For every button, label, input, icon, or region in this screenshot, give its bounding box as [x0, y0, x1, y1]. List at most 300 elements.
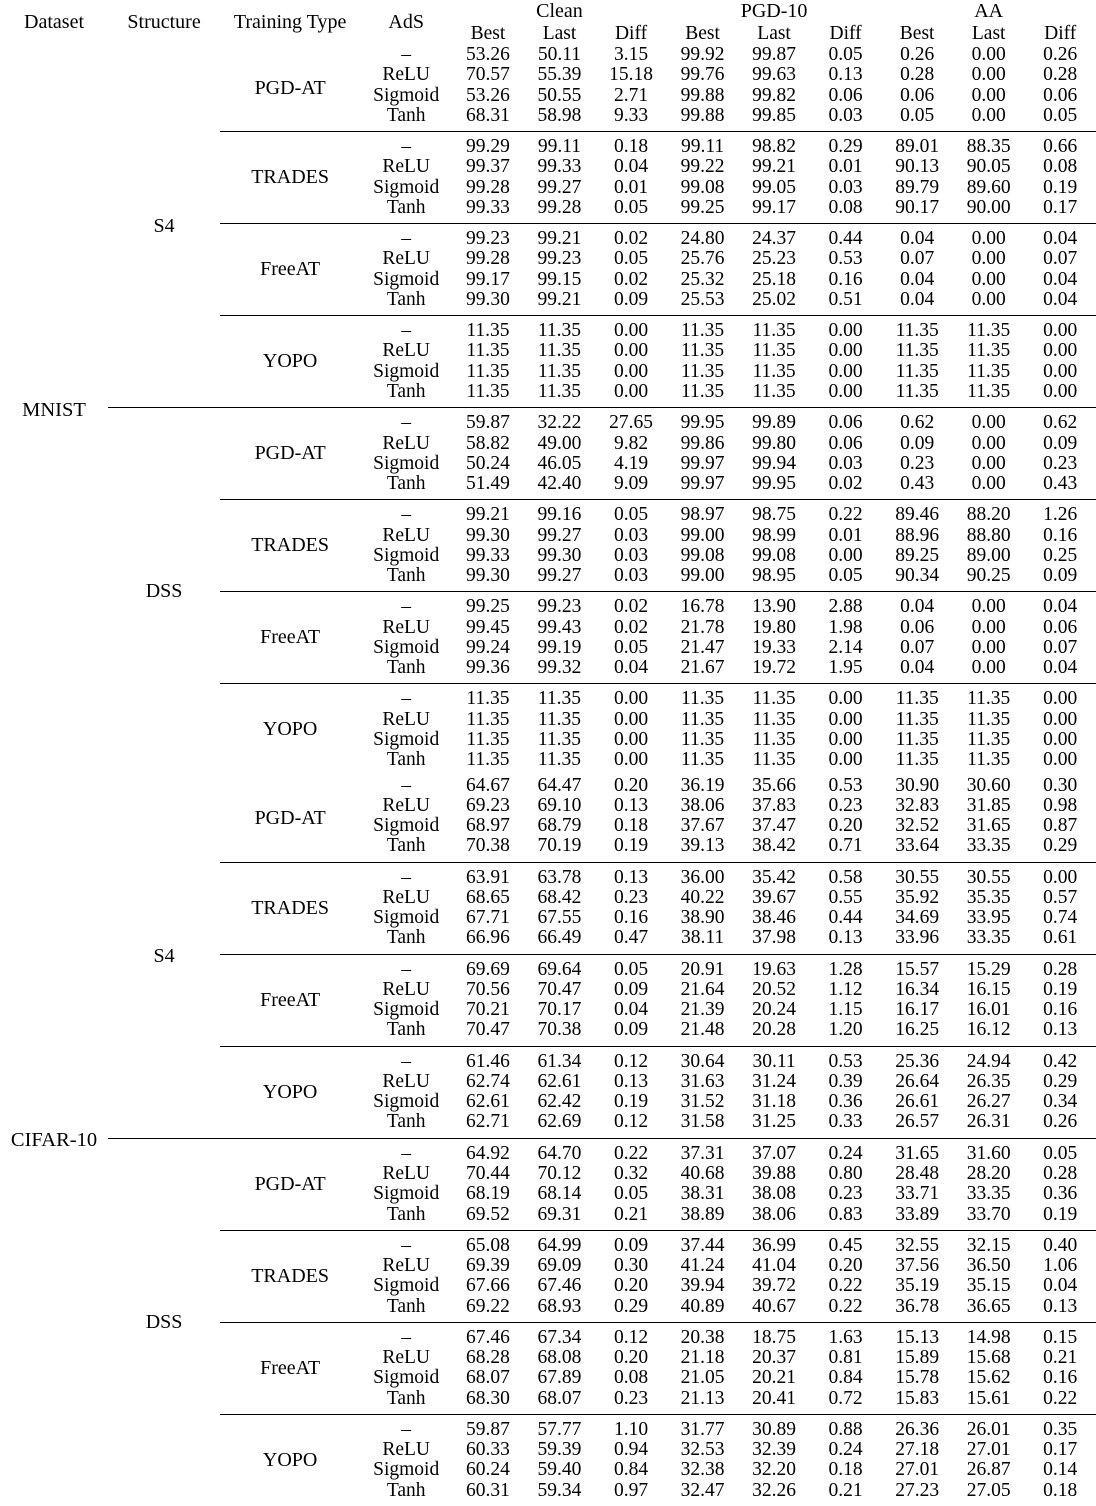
- cell-aa-last: 11.35: [953, 684, 1025, 710]
- ads-label: Tanh: [360, 1297, 452, 1323]
- cell-clean-best: 62.74: [452, 1072, 524, 1092]
- ads-label: –: [360, 684, 452, 710]
- cell-pgd10-best: 32.53: [667, 1440, 739, 1460]
- cell-pgd10-last: 99.17: [738, 198, 810, 224]
- cell-clean-best: 63.91: [452, 862, 524, 888]
- ads-label: –: [360, 1414, 452, 1440]
- cell-pgd10-last: 25.18: [738, 270, 810, 290]
- cell-pgd10-last: 11.35: [738, 362, 810, 382]
- cell-pgd10-best: 11.35: [667, 750, 739, 775]
- cell-aa-last: 11.35: [953, 341, 1025, 361]
- cell-pgd10-last: 19.33: [738, 638, 810, 658]
- cell-clean-diff: 0.18: [595, 132, 667, 158]
- cell-aa-diff: 0.23: [1024, 454, 1096, 474]
- cell-pgd10-best: 16.78: [667, 592, 739, 618]
- cell-pgd10-last: 11.35: [738, 750, 810, 775]
- cell-aa-last: 0.00: [953, 592, 1025, 618]
- cell-pgd10-diff: 0.44: [810, 908, 882, 928]
- cell-clean-best: 99.23: [452, 224, 524, 250]
- cell-aa-diff: 0.28: [1024, 65, 1096, 85]
- cell-pgd10-last: 38.46: [738, 908, 810, 928]
- cell-clean-diff: 0.05: [595, 249, 667, 269]
- cell-clean-last: 99.27: [524, 566, 596, 592]
- cell-pgd10-diff: 0.84: [810, 1368, 882, 1388]
- cell-clean-last: 59.40: [524, 1460, 596, 1480]
- cell-aa-best: 32.55: [881, 1230, 953, 1256]
- ads-label: –: [360, 776, 452, 796]
- cell-pgd10-diff: 0.05: [810, 566, 882, 592]
- cell-aa-last: 31.60: [953, 1138, 1025, 1164]
- cell-clean-last: 68.14: [524, 1184, 596, 1204]
- cell-pgd10-best: 30.64: [667, 1046, 739, 1072]
- cell-clean-best: 60.24: [452, 1460, 524, 1480]
- cell-pgd10-last: 31.25: [738, 1112, 810, 1138]
- training-type-label: YOPO: [220, 684, 360, 776]
- cell-aa-diff: 0.35: [1024, 1414, 1096, 1440]
- cell-clean-best: 11.35: [452, 730, 524, 750]
- table-head: [0, 0, 1096, 45]
- cell-aa-best: 34.69: [881, 908, 953, 928]
- cell-pgd10-diff: 0.00: [810, 730, 882, 750]
- cell-aa-best: 11.35: [881, 730, 953, 750]
- cell-aa-diff: 0.61: [1024, 928, 1096, 954]
- cell-clean-diff: 0.00: [595, 684, 667, 710]
- table-row: [0, 408, 1096, 434]
- cell-clean-best: 66.96: [452, 928, 524, 954]
- cell-pgd10-diff: 0.13: [810, 928, 882, 954]
- cell-aa-best: 89.79: [881, 178, 953, 198]
- cell-aa-diff: 0.19: [1024, 980, 1096, 1000]
- cell-pgd10-last: 98.82: [738, 132, 810, 158]
- cell-pgd10-best: 99.97: [667, 474, 739, 500]
- cell-clean-diff: 0.97: [595, 1481, 667, 1506]
- cell-pgd10-best: 21.47: [667, 638, 739, 658]
- training-type-label: PGD-AT: [220, 776, 360, 863]
- cell-aa-best: 11.35: [881, 362, 953, 382]
- ads-label: Sigmoid: [360, 546, 452, 566]
- cell-aa-best: 35.19: [881, 1276, 953, 1296]
- cell-aa-diff: 0.04: [1024, 224, 1096, 250]
- cell-aa-last: 33.35: [953, 928, 1025, 954]
- cell-clean-last: 11.35: [524, 341, 596, 361]
- cell-aa-best: 90.34: [881, 566, 953, 592]
- cell-clean-diff: 0.12: [595, 1046, 667, 1072]
- ads-label: –: [360, 1046, 452, 1072]
- cell-aa-diff: 1.06: [1024, 1256, 1096, 1276]
- cell-pgd10-best: 38.11: [667, 928, 739, 954]
- cell-clean-last: 67.34: [524, 1322, 596, 1348]
- cell-pgd10-best: 11.35: [667, 341, 739, 361]
- ads-label: ReLU: [360, 1256, 452, 1276]
- cell-aa-diff: 0.28: [1024, 954, 1096, 980]
- cell-pgd10-best: 38.89: [667, 1205, 739, 1231]
- cell-aa-best: 32.83: [881, 796, 953, 816]
- cell-aa-diff: 0.15: [1024, 1322, 1096, 1348]
- cell-pgd10-last: 20.41: [738, 1389, 810, 1415]
- cell-pgd10-best: 36.00: [667, 862, 739, 888]
- cell-aa-last: 27.01: [953, 1440, 1025, 1460]
- cell-pgd10-diff: 0.81: [810, 1348, 882, 1368]
- cell-pgd10-best: 40.89: [667, 1297, 739, 1323]
- cell-pgd10-diff: 0.36: [810, 1092, 882, 1112]
- cell-aa-best: 27.18: [881, 1440, 953, 1460]
- cell-pgd10-best: 39.94: [667, 1276, 739, 1296]
- cell-pgd10-diff: 0.00: [810, 750, 882, 775]
- cell-aa-diff: 0.18: [1024, 1481, 1096, 1506]
- cell-clean-diff: 0.84: [595, 1460, 667, 1480]
- ads-label: –: [360, 1138, 452, 1164]
- cell-pgd10-last: 20.52: [738, 980, 810, 1000]
- cell-pgd10-best: 21.13: [667, 1389, 739, 1415]
- ads-label: –: [360, 224, 452, 250]
- cell-clean-last: 70.12: [524, 1164, 596, 1184]
- cell-aa-diff: 0.57: [1024, 888, 1096, 908]
- header-clean-diff: Diff: [595, 23, 667, 45]
- cell-aa-last: 16.01: [953, 1000, 1025, 1020]
- cell-aa-last: 36.50: [953, 1256, 1025, 1276]
- ads-label: Tanh: [360, 1389, 452, 1415]
- structure-label: DSS: [108, 1138, 220, 1506]
- cell-clean-last: 99.11: [524, 132, 596, 158]
- cell-aa-diff: 0.16: [1024, 526, 1096, 546]
- ads-label: ReLU: [360, 249, 452, 269]
- cell-clean-best: 68.30: [452, 1389, 524, 1415]
- cell-clean-diff: 0.09: [595, 290, 667, 316]
- ads-label: –: [360, 500, 452, 526]
- cell-aa-diff: 0.40: [1024, 1230, 1096, 1256]
- cell-clean-last: 61.34: [524, 1046, 596, 1072]
- ads-label: ReLU: [360, 888, 452, 908]
- cell-aa-diff: 0.06: [1024, 86, 1096, 106]
- header-group-pgd10: PGD-10: [667, 0, 882, 23]
- training-type-label: FreeAT: [220, 592, 360, 684]
- cell-aa-best: 30.55: [881, 862, 953, 888]
- cell-pgd10-diff: 0.02: [810, 474, 882, 500]
- ads-label: Tanh: [360, 1481, 452, 1506]
- cell-aa-last: 0.00: [953, 290, 1025, 316]
- cell-aa-last: 0.00: [953, 249, 1025, 269]
- cell-aa-best: 15.13: [881, 1322, 953, 1348]
- cell-aa-last: 31.85: [953, 796, 1025, 816]
- cell-clean-best: 51.49: [452, 474, 524, 500]
- cell-pgd10-best: 32.47: [667, 1481, 739, 1506]
- cell-pgd10-diff: 1.20: [810, 1020, 882, 1046]
- cell-aa-diff: 0.00: [1024, 730, 1096, 750]
- cell-aa-diff: 0.06: [1024, 618, 1096, 638]
- cell-pgd10-best: 36.19: [667, 776, 739, 796]
- cell-pgd10-diff: 0.00: [810, 316, 882, 342]
- cell-clean-last: 67.89: [524, 1368, 596, 1388]
- cell-pgd10-best: 25.76: [667, 249, 739, 269]
- cell-aa-last: 15.29: [953, 954, 1025, 980]
- cell-clean-last: 68.07: [524, 1389, 596, 1415]
- cell-clean-diff: 2.71: [595, 86, 667, 106]
- cell-clean-best: 70.38: [452, 836, 524, 862]
- cell-aa-best: 15.89: [881, 1348, 953, 1368]
- cell-pgd10-best: 31.52: [667, 1092, 739, 1112]
- cell-pgd10-last: 24.37: [738, 224, 810, 250]
- cell-aa-best: 0.04: [881, 290, 953, 316]
- cell-clean-last: 68.79: [524, 816, 596, 836]
- cell-aa-best: 88.96: [881, 526, 953, 546]
- cell-aa-best: 27.23: [881, 1481, 953, 1506]
- cell-clean-best: 11.35: [452, 710, 524, 730]
- cell-clean-diff: 0.05: [595, 638, 667, 658]
- cell-pgd10-last: 99.85: [738, 106, 810, 132]
- cell-clean-best: 70.56: [452, 980, 524, 1000]
- ads-label: ReLU: [360, 796, 452, 816]
- cell-clean-diff: 0.00: [595, 316, 667, 342]
- cell-aa-diff: 0.66: [1024, 132, 1096, 158]
- cell-clean-diff: 0.47: [595, 928, 667, 954]
- cell-aa-diff: 0.98: [1024, 796, 1096, 816]
- cell-pgd10-last: 13.90: [738, 592, 810, 618]
- cell-pgd10-last: 37.83: [738, 796, 810, 816]
- cell-pgd10-best: 11.35: [667, 684, 739, 710]
- ads-label: ReLU: [360, 980, 452, 1000]
- cell-clean-best: 11.35: [452, 684, 524, 710]
- cell-aa-last: 11.35: [953, 382, 1025, 408]
- cell-pgd10-diff: 0.06: [810, 86, 882, 106]
- cell-pgd10-diff: 1.12: [810, 980, 882, 1000]
- cell-aa-diff: 0.05: [1024, 1138, 1096, 1164]
- cell-aa-best: 11.35: [881, 382, 953, 408]
- cell-clean-last: 46.05: [524, 454, 596, 474]
- cell-aa-diff: 0.00: [1024, 710, 1096, 730]
- cell-aa-best: 15.57: [881, 954, 953, 980]
- cell-clean-diff: 0.16: [595, 908, 667, 928]
- cell-pgd10-best: 98.97: [667, 500, 739, 526]
- cell-clean-last: 99.19: [524, 638, 596, 658]
- cell-pgd10-diff: 0.03: [810, 106, 882, 132]
- cell-pgd10-diff: 0.23: [810, 1184, 882, 1204]
- cell-clean-diff: 0.20: [595, 1276, 667, 1296]
- cell-pgd10-last: 39.88: [738, 1164, 810, 1184]
- cell-clean-best: 99.45: [452, 618, 524, 638]
- cell-clean-last: 68.93: [524, 1297, 596, 1323]
- cell-aa-last: 0.00: [953, 65, 1025, 85]
- cell-pgd10-diff: 0.20: [810, 816, 882, 836]
- cell-clean-diff: 0.00: [595, 341, 667, 361]
- cell-clean-best: 53.26: [452, 45, 524, 65]
- cell-clean-diff: 4.19: [595, 454, 667, 474]
- cell-aa-best: 33.71: [881, 1184, 953, 1204]
- cell-pgd10-last: 36.99: [738, 1230, 810, 1256]
- cell-pgd10-best: 40.68: [667, 1164, 739, 1184]
- cell-pgd10-last: 11.35: [738, 382, 810, 408]
- ads-label: Sigmoid: [360, 816, 452, 836]
- cell-clean-last: 70.38: [524, 1020, 596, 1046]
- cell-pgd10-last: 19.63: [738, 954, 810, 980]
- ads-label: Sigmoid: [360, 86, 452, 106]
- cell-pgd10-diff: 0.53: [810, 1046, 882, 1072]
- cell-clean-diff: 0.21: [595, 1205, 667, 1231]
- cell-aa-best: 0.43: [881, 474, 953, 500]
- cell-pgd10-diff: 0.83: [810, 1205, 882, 1231]
- cell-aa-best: 35.92: [881, 888, 953, 908]
- cell-clean-diff: 15.18: [595, 65, 667, 85]
- cell-aa-last: 30.60: [953, 776, 1025, 796]
- cell-clean-best: 69.23: [452, 796, 524, 816]
- cell-pgd10-last: 99.63: [738, 65, 810, 85]
- cell-aa-best: 0.23: [881, 454, 953, 474]
- cell-pgd10-diff: 1.98: [810, 618, 882, 638]
- cell-clean-diff: 0.03: [595, 566, 667, 592]
- cell-pgd10-last: 32.26: [738, 1481, 810, 1506]
- dataset-label: MNIST: [0, 45, 108, 776]
- cell-pgd10-last: 25.23: [738, 249, 810, 269]
- cell-aa-best: 11.35: [881, 341, 953, 361]
- cell-clean-best: 99.33: [452, 198, 524, 224]
- cell-clean-last: 55.39: [524, 65, 596, 85]
- cell-aa-diff: 0.74: [1024, 908, 1096, 928]
- ads-label: ReLU: [360, 341, 452, 361]
- cell-pgd10-diff: 0.03: [810, 178, 882, 198]
- cell-pgd10-best: 99.88: [667, 86, 739, 106]
- cell-pgd10-best: 99.97: [667, 454, 739, 474]
- cell-aa-last: 33.95: [953, 908, 1025, 928]
- cell-aa-best: 0.04: [881, 592, 953, 618]
- ads-label: –: [360, 408, 452, 434]
- table-body: [0, 45, 1096, 1506]
- header-clean-last: Last: [524, 23, 596, 45]
- cell-aa-last: 88.20: [953, 500, 1025, 526]
- training-type-label: TRADES: [220, 500, 360, 592]
- cell-aa-diff: 0.17: [1024, 1440, 1096, 1460]
- structure-label: DSS: [108, 408, 220, 776]
- cell-pgd10-best: 99.88: [667, 106, 739, 132]
- cell-clean-diff: 0.09: [595, 1020, 667, 1046]
- header-dataset: Dataset: [0, 0, 108, 45]
- cell-clean-last: 69.31: [524, 1205, 596, 1231]
- cell-clean-diff: 0.08: [595, 1368, 667, 1388]
- cell-aa-diff: 0.09: [1024, 434, 1096, 454]
- cell-pgd10-last: 99.94: [738, 454, 810, 474]
- cell-pgd10-last: 30.11: [738, 1046, 810, 1072]
- cell-clean-diff: 9.82: [595, 434, 667, 454]
- ads-label: –: [360, 592, 452, 618]
- cell-pgd10-diff: 0.00: [810, 546, 882, 566]
- cell-aa-diff: 0.87: [1024, 816, 1096, 836]
- cell-aa-last: 33.35: [953, 836, 1025, 862]
- cell-clean-diff: 0.23: [595, 888, 667, 908]
- cell-pgd10-best: 31.63: [667, 1072, 739, 1092]
- ads-label: –: [360, 1230, 452, 1256]
- ads-label: Sigmoid: [360, 178, 452, 198]
- cell-pgd10-best: 24.80: [667, 224, 739, 250]
- cell-clean-best: 11.35: [452, 341, 524, 361]
- cell-aa-best: 31.65: [881, 1138, 953, 1164]
- cell-aa-diff: 0.34: [1024, 1092, 1096, 1112]
- structure-label: S4: [108, 45, 220, 408]
- ads-label: Tanh: [360, 474, 452, 500]
- cell-aa-best: 11.35: [881, 710, 953, 730]
- cell-clean-best: 99.33: [452, 546, 524, 566]
- cell-aa-last: 32.15: [953, 1230, 1025, 1256]
- cell-clean-diff: 0.19: [595, 836, 667, 862]
- ads-label: –: [360, 45, 452, 65]
- cell-aa-diff: 0.13: [1024, 1297, 1096, 1323]
- cell-pgd10-diff: 0.21: [810, 1481, 882, 1506]
- cell-clean-last: 70.47: [524, 980, 596, 1000]
- header-aa-best: Best: [881, 23, 953, 45]
- cell-pgd10-last: 20.28: [738, 1020, 810, 1046]
- cell-pgd10-last: 20.24: [738, 1000, 810, 1020]
- cell-aa-last: 33.35: [953, 1184, 1025, 1204]
- cell-aa-best: 25.36: [881, 1046, 953, 1072]
- cell-pgd10-last: 99.95: [738, 474, 810, 500]
- cell-pgd10-best: 99.76: [667, 65, 739, 85]
- cell-aa-last: 33.70: [953, 1205, 1025, 1231]
- cell-pgd10-diff: 1.95: [810, 658, 882, 684]
- cell-clean-best: 99.37: [452, 157, 524, 177]
- cell-clean-last: 57.77: [524, 1414, 596, 1440]
- cell-aa-diff: 0.00: [1024, 684, 1096, 710]
- cell-aa-last: 11.35: [953, 750, 1025, 775]
- cell-clean-last: 63.78: [524, 862, 596, 888]
- cell-pgd10-last: 99.05: [738, 178, 810, 198]
- cell-pgd10-best: 99.25: [667, 198, 739, 224]
- cell-aa-best: 26.64: [881, 1072, 953, 1092]
- cell-pgd10-best: 20.91: [667, 954, 739, 980]
- cell-clean-diff: 0.12: [595, 1322, 667, 1348]
- cell-aa-last: 90.25: [953, 566, 1025, 592]
- cell-pgd10-diff: 0.72: [810, 1389, 882, 1415]
- cell-aa-last: 0.00: [953, 638, 1025, 658]
- ads-label: Tanh: [360, 1020, 452, 1046]
- cell-pgd10-best: 21.18: [667, 1348, 739, 1368]
- cell-aa-last: 0.00: [953, 45, 1025, 65]
- cell-aa-last: 0.00: [953, 224, 1025, 250]
- ads-label: Sigmoid: [360, 638, 452, 658]
- cell-aa-last: 11.35: [953, 710, 1025, 730]
- cell-clean-best: 70.57: [452, 65, 524, 85]
- cell-aa-best: 0.04: [881, 270, 953, 290]
- cell-pgd10-last: 35.42: [738, 862, 810, 888]
- cell-clean-last: 99.27: [524, 178, 596, 198]
- cell-clean-best: 65.08: [452, 1230, 524, 1256]
- cell-aa-diff: 1.26: [1024, 500, 1096, 526]
- cell-clean-diff: 0.19: [595, 1092, 667, 1112]
- cell-pgd10-last: 99.08: [738, 546, 810, 566]
- cell-clean-last: 99.30: [524, 546, 596, 566]
- cell-pgd10-diff: 0.22: [810, 1276, 882, 1296]
- cell-pgd10-diff: 0.55: [810, 888, 882, 908]
- ads-label: ReLU: [360, 157, 452, 177]
- cell-aa-diff: 0.08: [1024, 157, 1096, 177]
- cell-pgd10-best: 31.77: [667, 1414, 739, 1440]
- cell-clean-best: 53.26: [452, 86, 524, 106]
- cell-pgd10-best: 21.05: [667, 1368, 739, 1388]
- cell-clean-last: 99.28: [524, 198, 596, 224]
- cell-clean-best: 99.30: [452, 526, 524, 546]
- cell-clean-best: 99.28: [452, 178, 524, 198]
- cell-aa-last: 90.05: [953, 157, 1025, 177]
- cell-clean-best: 68.19: [452, 1184, 524, 1204]
- ads-label: –: [360, 316, 452, 342]
- cell-aa-best: 26.36: [881, 1414, 953, 1440]
- cell-pgd10-diff: 0.53: [810, 249, 882, 269]
- cell-pgd10-best: 38.31: [667, 1184, 739, 1204]
- training-type-label: YOPO: [220, 1046, 360, 1138]
- cell-aa-last: 0.00: [953, 454, 1025, 474]
- training-type-label: FreeAT: [220, 1322, 360, 1414]
- cell-aa-best: 0.09: [881, 434, 953, 454]
- cell-aa-best: 89.25: [881, 546, 953, 566]
- cell-pgd10-last: 38.08: [738, 1184, 810, 1204]
- cell-pgd10-last: 37.07: [738, 1138, 810, 1164]
- cell-clean-best: 70.44: [452, 1164, 524, 1184]
